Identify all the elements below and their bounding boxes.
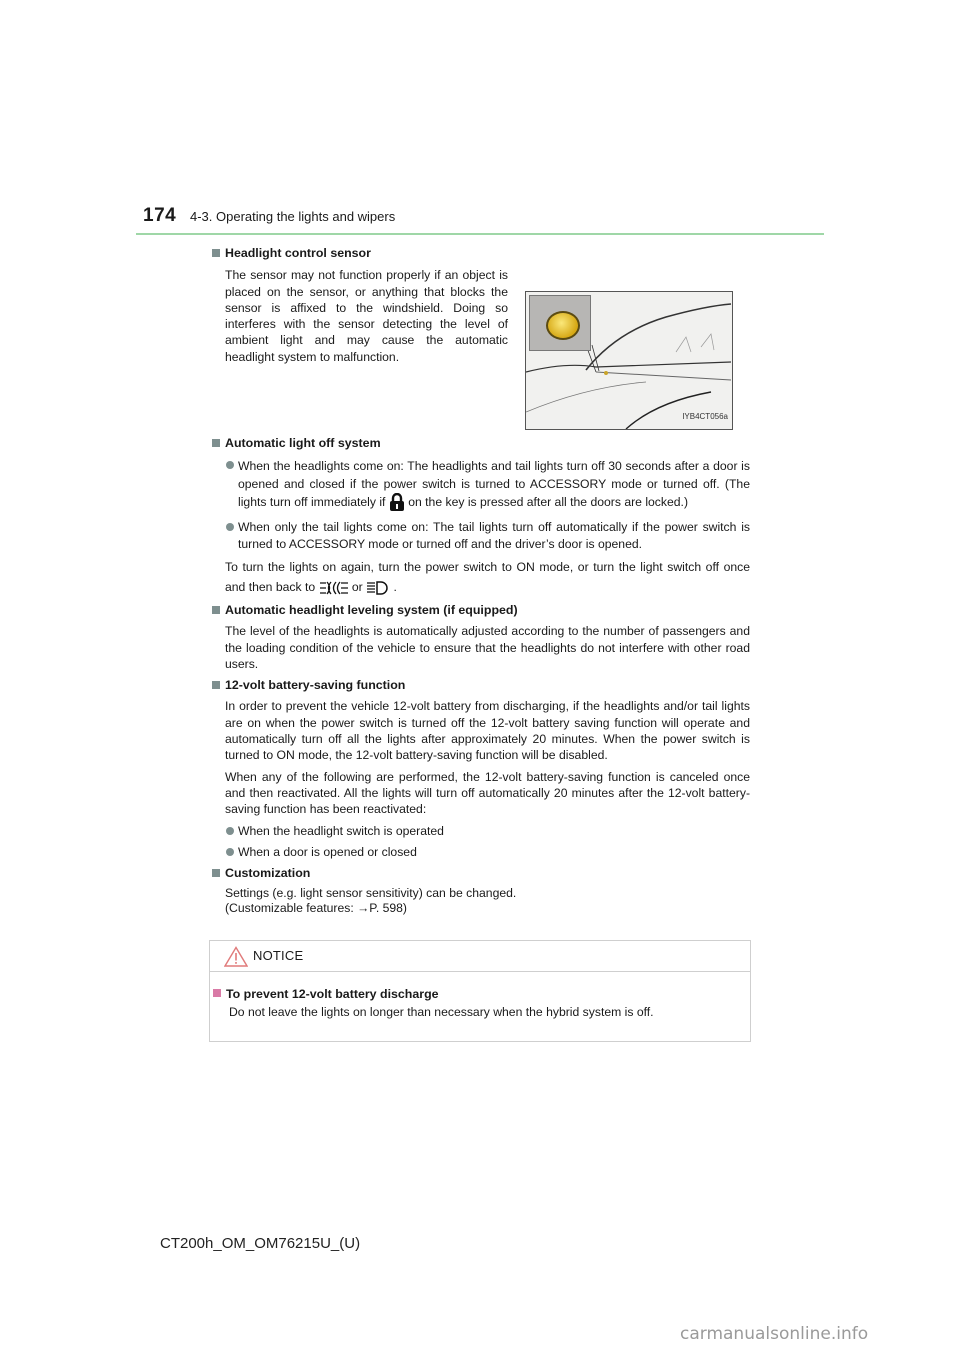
- list-item: When only the tail lights come on: The tail lights turn off automatically if the power switch is turned to ACCESSORY mode or turned off and the driver’s door is opened.: [225, 519, 750, 552]
- page-content: [212, 245, 750, 916]
- figure-code: IYB4CT056a: [682, 412, 728, 421]
- notice-header: [210, 941, 750, 972]
- heading-battery-saving: 12-volt battery-saving function: [212, 677, 750, 693]
- notice-box: [209, 940, 751, 1042]
- page-header: [143, 205, 823, 235]
- headlight-icon: [366, 580, 390, 596]
- sensor-illustration: [525, 291, 733, 430]
- customization-text: Settings (e.g. light sensor sensitivity) can be changed. (Customizable features: →P. 598): [225, 886, 517, 916]
- notice-title: NOTICE: [253, 948, 304, 963]
- square-bullet-icon: [212, 249, 220, 257]
- leveling-description: The level of the headlights is automatically adjusted according to the number of passengers and the loading condition of the vehicle to ensure that the headlights do not interfere with other road users.: [225, 624, 750, 671]
- sensor-closeup-inset: [529, 295, 591, 351]
- round-bullet-icon: [226, 848, 234, 856]
- sensor-description: The sensor may not function properly if an object is placed on the sensor, or anything that blocks the sensor is affixed to the windshield. Doing so interferes with the sensor detecting the level of ambient light and may cause the automatic headlight system to malfunction.: [225, 268, 508, 364]
- section-title: 4-3. Operating the lights and wipers: [190, 209, 396, 224]
- document-code: CT200h_OM_OM76215U_(U): [160, 1235, 361, 1252]
- battery-reactivation: When any of the following are performed, the 12-volt battery-saving function is canceled once and then reactivated. All the lights will turn off automatically 20 minutes after the 12-volt battery-saving function has been reactivated:: [225, 769, 750, 817]
- battery-description: In order to prevent the vehicle 12-volt battery from discharging, if the headlights and/or tail lights are on when the power switch is turned off the 12-volt battery saving function will operate and automatically turn off all the lights after approximately 20 minutes. When the power switch is turned to ON mode, the 12-volt battery-saving function will be disabled.: [225, 699, 750, 763]
- list-item: When the headlights come on: The headlights and tail lights turn off 30 seconds after a door is opened and closed if the power switch is turned to ACCESSORY mode or turned off. (The lights turn off immediately if on the key is pressed after all the doors are locked.): [225, 457, 750, 512]
- notice-body: [213, 985, 733, 1021]
- square-bullet-icon: [212, 869, 220, 877]
- square-bullet-icon: [213, 989, 221, 997]
- round-bullet-icon: [226, 461, 234, 469]
- notice-text: Do not leave the lights on longer than necessary when the hybrid system is off.: [229, 1005, 654, 1019]
- tail-light-icon: [319, 580, 349, 596]
- square-bullet-icon: [212, 439, 220, 447]
- heading-headlight-sensor: Headlight control sensor: [212, 245, 750, 261]
- round-bullet-icon: [226, 523, 234, 531]
- light-sensor-icon: [546, 311, 580, 340]
- lock-icon: [389, 493, 405, 511]
- heading-auto-light-off: Automatic light off system: [212, 435, 750, 451]
- square-bullet-icon: [212, 606, 220, 614]
- list-item: When a door is opened or closed: [225, 844, 750, 860]
- notice-heading: To prevent 12-volt battery discharge: [213, 985, 733, 1003]
- watermark: carmanualsonline.info: [680, 1324, 869, 1344]
- header-divider: [136, 233, 824, 235]
- round-bullet-icon: [226, 827, 234, 835]
- heading-customization: Customization: [212, 865, 750, 881]
- square-bullet-icon: [212, 681, 220, 689]
- auto-off-note: To turn the lights on again, turn the power switch to ON mode, or turn the light switch off once and then back to or .: [225, 559, 750, 594]
- list-item: When the headlight switch is operated: [225, 823, 750, 839]
- warning-triangle-icon: [224, 946, 248, 967]
- heading-headlight-leveling: Automatic headlight leveling system (if equipped): [212, 602, 750, 618]
- customization-page-link[interactable]: (Customizable features: →P. 598): [225, 901, 407, 916]
- page-number: 174: [143, 205, 177, 226]
- sensor-block: [212, 267, 750, 435]
